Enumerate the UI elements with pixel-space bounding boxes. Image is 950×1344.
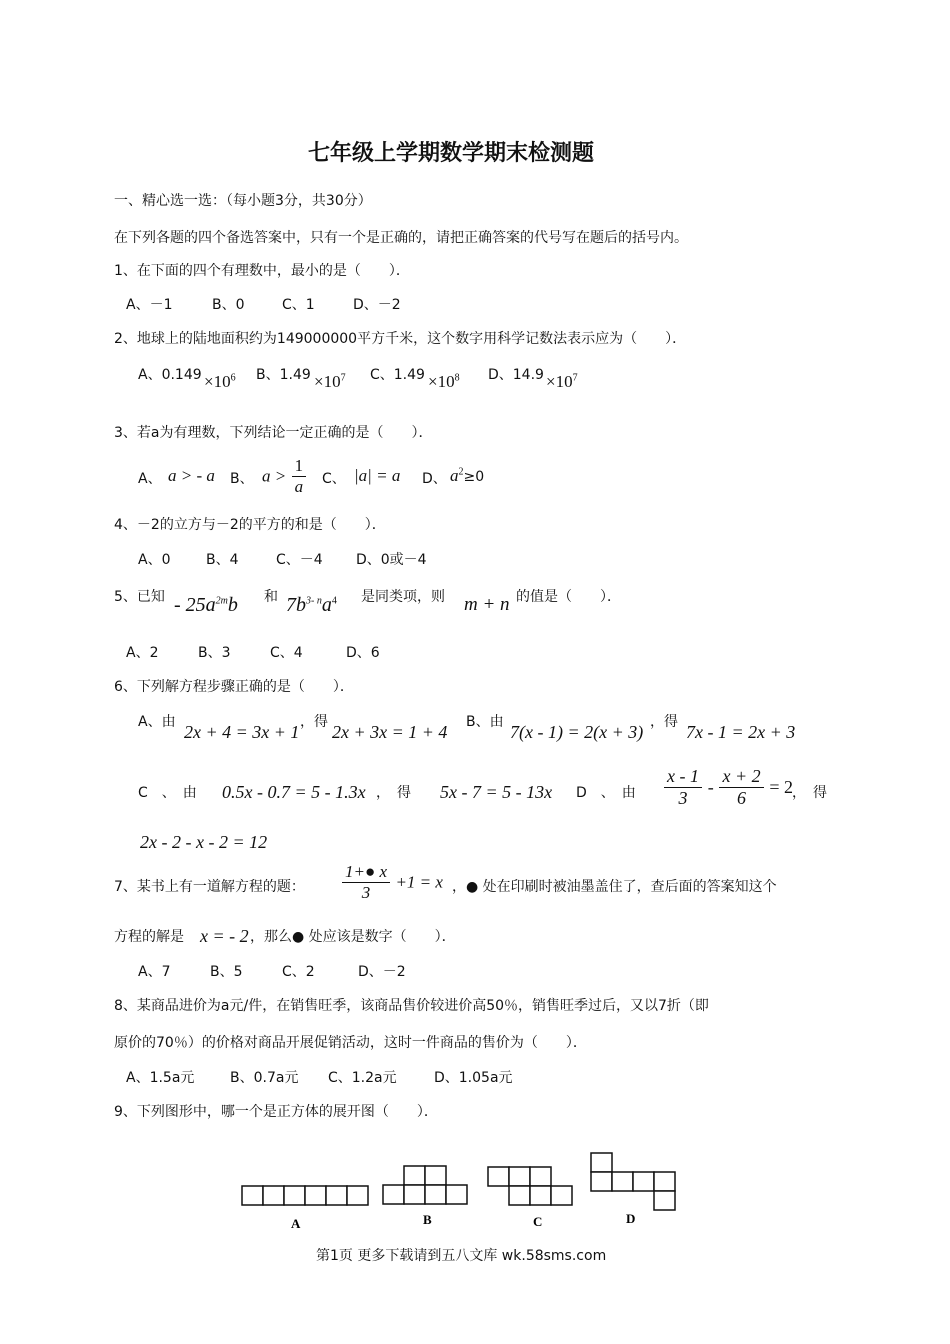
page-title: 七年级上学期数学期末检测题 (308, 140, 595, 166)
q5-option-a: A、2 (126, 645, 159, 661)
q2-option-d: D、14.9 (488, 367, 544, 383)
q6-d-label: D 、 由 (576, 785, 636, 801)
q8-line1: 8、某商品进价为a元/件，在销售旺季，该商品售价较进价高50％，销售旺季过后，又以7折（即 (114, 998, 709, 1014)
q5-option-c: C、4 (270, 645, 303, 661)
q1-stem: 1、在下面的四个有理数中，最小的是（ ）． (114, 263, 410, 279)
q6-stem: 6、下列解方程步骤正确的是（ ）． (114, 679, 354, 695)
q3-option-a: a > - a (168, 466, 215, 485)
q6-c-to: 5x - 7 = 5 - 13x (440, 782, 553, 802)
q5-option-b: B、3 (198, 645, 231, 661)
q3-label-a: A、 (138, 471, 162, 487)
q7-solution: x = - 2 (200, 926, 249, 946)
q2-option-a-power: $\times 10^6$ (204, 372, 236, 391)
q2-option-b: B、1.49 (256, 367, 311, 383)
q6-a-de: ，得 (300, 714, 328, 730)
q6-b-to: 7x - 1 = 2x + 3 (686, 722, 796, 742)
q8-option-d: D、1.05a元 (434, 1070, 513, 1086)
q3-label-b: B、 (230, 471, 254, 487)
q2-option-c: C、1.49 (370, 367, 425, 383)
q1-option-b: B、0 (212, 297, 245, 313)
q5-stem-c: 的值是（ ）． (516, 589, 621, 605)
q5-stem-a: 5、已知 (114, 589, 165, 605)
q6-a-from: 2x + 4 = 3x + 1 (184, 722, 300, 742)
q1-option-d: D、－2 (353, 297, 401, 313)
q3-label-d: D、 (422, 471, 447, 487)
q7-line2-a: 方程的解是 (114, 929, 184, 945)
cube-nets-figure (230, 1145, 690, 1240)
q7-option-c: C、2 (282, 964, 315, 980)
q6-d-de: ， 得 (792, 785, 827, 801)
q4-option-b: B、4 (206, 552, 239, 568)
q4-stem: 4、－2的立方与－2的平方的和是（ ）． (114, 517, 386, 533)
q6-a-to: 2x + 3x = 1 + 4 (332, 722, 448, 742)
net-label-d: D (626, 1211, 636, 1226)
q6-b-label: B、由 (466, 714, 504, 730)
q6-c-de: ， 得 (376, 785, 411, 801)
q6-a-label: A、由 (138, 714, 176, 730)
q6-c-from: 0.5x - 0.7 = 5 - 1.3x (222, 782, 366, 802)
q3-option-d: $a^2\ge 0$ (450, 466, 485, 485)
q8-option-c: C、1.2a元 (328, 1070, 397, 1086)
q2-option-c-power: $\times 10^8$ (428, 372, 460, 391)
net-label-a: A (291, 1216, 301, 1231)
q7-equation: $\frac{1+● x}{3}$ +1 = x (342, 862, 443, 903)
cube-net-c (488, 1167, 572, 1205)
q4-option-c: C、－4 (276, 552, 323, 568)
q3-option-b: a > $\frac{1}{a}$ (262, 456, 306, 497)
q7-stem-b: ，● 处在印刷时被油墨盖住了，查后面的答案知这个 (452, 879, 777, 895)
instruction: 在下列各题的四个备选答案中，只有一个是正确的，请把正确答案的代号写在题后的括号内。 (114, 230, 688, 246)
q6-b-de: ，得 (650, 714, 678, 730)
q1-option-c: C、1 (282, 297, 315, 313)
q4-option-d: D、0或－4 (356, 552, 427, 568)
q3-label-c: C、 (322, 471, 346, 487)
q8-option-b: B、0.7a元 (230, 1070, 299, 1086)
q1-option-a: A、－1 (126, 297, 173, 313)
q5-option-d: D、6 (346, 645, 380, 661)
q6-d-from: $\frac{x - 1}{3}$ - $\frac{x + 2}{6}$ = 2 (664, 766, 793, 809)
q7-option-b: B、5 (210, 964, 243, 980)
q5-term-1: - $25a^{2m}b$ (174, 594, 238, 616)
cube-net-a (242, 1186, 368, 1205)
page-footer: 第1页 更多下载请到五八文库 wk.58sms.com (316, 1248, 607, 1264)
q7-option-a: A、7 (138, 964, 171, 980)
q6-d-to: 2x - 2 - x - 2 = 12 (140, 832, 268, 852)
q2-stem: 2、地球上的陆地面积约为149000000平方千米，这个数字用科学记数法表示应为（ ）． (114, 331, 687, 347)
q8-option-a: A、1.5a元 (126, 1070, 195, 1086)
q2-option-a (138, 366, 202, 384)
q7-stem-a: 7、某书上有一道解方程的题： (114, 879, 305, 895)
q6-b-from: 7(x - 1) = 2(x + 3) (510, 722, 644, 742)
net-label-c: C (533, 1214, 543, 1229)
cube-net-d (591, 1153, 675, 1210)
q5-stem-b: 是同类项，则 (361, 589, 445, 605)
q8-line2: 原价的70％）的价格对商品开展促销活动，这时一件商品的售价为（ ）． (114, 1035, 587, 1051)
q2-option-d-power: $\times 10^7$ (546, 372, 578, 391)
q3-stem: 3、若a为有理数，下列结论一定正确的是（ ）． (114, 425, 433, 441)
q5-and: 和 (264, 589, 278, 605)
q7-line2-b: ，那么● 处应该是数字（ ）． (250, 929, 456, 945)
q2-option-b-power: $\times 10^7$ (314, 372, 346, 391)
q3-option-c: |a| = a (354, 466, 401, 485)
cube-net-b (383, 1166, 467, 1204)
q7-option-d: D、－2 (358, 964, 406, 980)
q5-term-2: $7b^{3- n}a^4$ (286, 594, 337, 616)
net-label-b: B (423, 1212, 432, 1227)
section-header: 一、精心选一选：（每小题3分，共30分） (114, 193, 372, 209)
q5-m-plus-n: m + n (464, 594, 510, 615)
q4-option-a: A、0 (138, 552, 171, 568)
q6-c-label: C 、 由 (138, 785, 197, 801)
q9-stem: 9、下列图形中，哪一个是正方体的展开图（ ）． (114, 1104, 438, 1120)
q2-option-a-mantissa: A、0.149 (138, 367, 202, 383)
